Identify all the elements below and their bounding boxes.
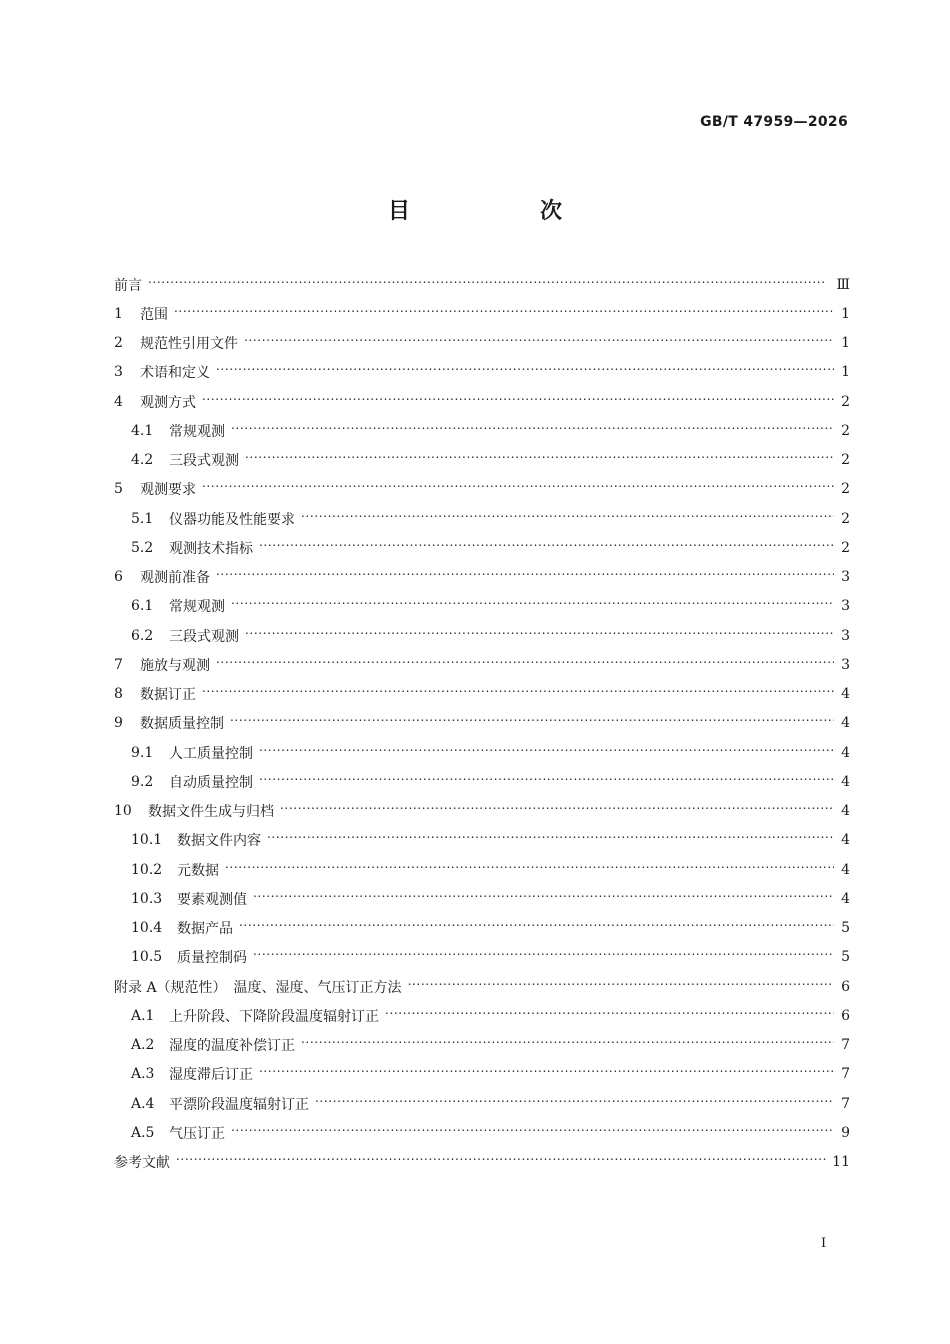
toc-entry-label: 上升阶段、下降阶段温度辐射订正 — [169, 1008, 379, 1025]
toc-leader-dots — [148, 278, 830, 292]
toc-entry-page: 3 — [841, 598, 850, 615]
toc-entry-number: A.3 — [131, 1066, 155, 1083]
toc-entry-page: 6 — [841, 978, 850, 995]
toc-leader-dots — [244, 336, 834, 350]
toc-entry-page: 9 — [841, 1124, 850, 1141]
toc-entry-label: 附录 A（规范性） 温度、湿度、气压订正方法 — [114, 979, 402, 996]
toc-entry-page: 7 — [841, 1037, 850, 1054]
toc-entry-number: 10 — [114, 803, 132, 820]
toc-entry-label: 常规观测 — [169, 423, 225, 440]
toc-entry-page: 2 — [841, 481, 850, 498]
toc-entry[interactable] — [114, 475, 850, 504]
toc-entry[interactable] — [114, 884, 850, 913]
toc-entry[interactable] — [114, 504, 850, 533]
toc-leader-dots — [216, 658, 834, 672]
toc-entry-label: 观测方式 — [140, 394, 196, 411]
page-title: 目 次 — [387, 199, 616, 224]
toc-entry-number: 10.3 — [131, 890, 163, 907]
toc-entry-page: 1 — [841, 305, 850, 322]
toc-entry-label: 人工质量控制 — [169, 745, 253, 762]
toc-leader-dots — [259, 775, 834, 789]
toc-entry[interactable] — [114, 914, 850, 943]
toc-entry[interactable] — [114, 563, 850, 592]
toc-entry-page: 1 — [841, 364, 850, 381]
toc-entry-page: 7 — [841, 1066, 850, 1083]
toc-leader-dots — [301, 1038, 834, 1052]
toc-entry-page: 4 — [841, 773, 850, 790]
toc-leader-dots — [231, 424, 834, 438]
toc-entry[interactable] — [114, 387, 850, 416]
toc-entry-number: 10.5 — [131, 949, 163, 966]
toc-entry-label: 数据文件生成与归档 — [148, 804, 274, 821]
toc-entry-label: 常规观测 — [169, 599, 225, 616]
toc-leader-dots — [245, 453, 834, 467]
toc-leader-dots — [408, 980, 834, 994]
toc-entry-label: 数据产品 — [177, 921, 233, 938]
toc-entry-label: 施放与观测 — [140, 657, 210, 674]
toc-entry-number: 10.2 — [131, 861, 163, 878]
toc-entry-number: 1 — [114, 305, 123, 322]
toc-entry-page: 2 — [841, 452, 850, 469]
toc-entry[interactable] — [114, 446, 850, 475]
toc-entry[interactable] — [114, 738, 850, 767]
toc-entry-page: Ⅲ — [836, 276, 850, 293]
toc-entry-number: 6.2 — [131, 627, 154, 644]
toc-leader-dots — [174, 307, 834, 321]
toc-entry-label: 观测技术指标 — [169, 540, 253, 557]
toc-entry[interactable] — [114, 592, 850, 621]
toc-entry-number: 8 — [114, 686, 123, 703]
toc-leader-dots — [259, 746, 834, 760]
toc-entry-label: 自动质量控制 — [169, 774, 253, 791]
toc-entry-label: 前言 — [114, 277, 142, 294]
toc-leader-dots — [245, 629, 834, 643]
toc-entry[interactable] — [114, 416, 850, 445]
toc-entry-page: 4 — [841, 715, 850, 732]
toc-entry-page: 2 — [841, 539, 850, 556]
toc-entry-number: 6 — [114, 569, 123, 586]
toc-entry-page: 6 — [841, 1007, 850, 1024]
toc-entry-page: 1 — [841, 335, 850, 352]
toc-entry-label: 观测要求 — [140, 482, 196, 499]
toc-entry[interactable] — [114, 1031, 850, 1060]
toc-entry-page: 4 — [841, 686, 850, 703]
toc-entry[interactable] — [114, 972, 850, 1001]
toc-leader-dots — [315, 1097, 834, 1111]
toc-entry[interactable] — [114, 621, 850, 650]
page-number: I — [821, 1236, 827, 1251]
toc-leader-dots — [259, 541, 834, 555]
toc-entry-number: 7 — [114, 656, 123, 673]
toc-entry-number: A.2 — [131, 1037, 155, 1054]
toc-entry-page: 3 — [841, 627, 850, 644]
toc-entry[interactable] — [114, 650, 850, 679]
toc-entry-number: 4 — [114, 393, 123, 410]
toc-leader-dots — [301, 512, 834, 526]
toc-entry-label: 数据质量控制 — [140, 716, 224, 733]
toc-entry-label: 平漂阶段温度辐射订正 — [169, 1096, 309, 1113]
toc-leader-dots — [253, 950, 834, 964]
toc-entry-label: 湿度滞后订正 — [169, 1067, 253, 1084]
toc-entry[interactable] — [114, 680, 850, 709]
toc-leader-dots — [280, 804, 834, 818]
toc-entry-page: 5 — [841, 949, 850, 966]
toc-entry-number: 10.1 — [131, 832, 163, 849]
toc-entry[interactable] — [114, 1148, 850, 1177]
toc-entry-page: 4 — [841, 832, 850, 849]
toc-entry-label: 数据订正 — [140, 687, 196, 704]
toc-entry[interactable] — [114, 767, 850, 796]
toc-entry-page: 4 — [841, 744, 850, 761]
toc-entry[interactable] — [114, 1118, 850, 1147]
toc-leader-dots — [267, 833, 834, 847]
toc-entry-number: 4.1 — [131, 422, 154, 439]
toc-entry-page: 7 — [841, 1095, 850, 1112]
toc-entry-label: 元数据 — [177, 862, 219, 879]
toc-entry-number: 9.2 — [131, 773, 154, 790]
toc-leader-dots — [202, 687, 834, 701]
table-of-contents — [114, 270, 850, 1177]
toc-entry-number: 9 — [114, 715, 123, 732]
toc-entry-number: 5.1 — [131, 510, 154, 527]
toc-entry-number: 10.4 — [131, 920, 163, 937]
toc-leader-dots — [202, 395, 834, 409]
toc-entry-page: 3 — [841, 656, 850, 673]
toc-entry-label: 参考文献 — [114, 1155, 170, 1172]
toc-entry-number: 5 — [114, 481, 123, 498]
toc-entry-label: 范围 — [140, 306, 168, 323]
toc-entry[interactable] — [114, 270, 850, 299]
toc-entry[interactable] — [114, 358, 850, 387]
toc-leader-dots — [230, 716, 834, 730]
toc-entry[interactable] — [114, 826, 850, 855]
toc-entry-label: 观测前准备 — [140, 570, 210, 587]
toc-entry[interactable] — [114, 709, 850, 738]
toc-entry-label: 三段式观测 — [169, 453, 239, 470]
toc-leader-dots — [239, 921, 834, 935]
toc-entry-label: 数据文件内容 — [177, 833, 261, 850]
toc-entry-page: 11 — [832, 1154, 850, 1171]
toc-entry[interactable] — [114, 943, 850, 972]
toc-entry[interactable] — [114, 299, 850, 328]
toc-entry-number: 2 — [114, 335, 123, 352]
toc-entry-page: 2 — [841, 510, 850, 527]
toc-entry[interactable] — [114, 329, 850, 358]
toc-entry-label: 规范性引用文件 — [140, 336, 238, 353]
toc-leader-dots — [231, 1126, 834, 1140]
toc-entry-label: 要素观测值 — [177, 891, 247, 908]
toc-leader-dots — [225, 863, 834, 877]
toc-leader-dots — [216, 570, 834, 584]
toc-entry-number: 3 — [114, 364, 123, 381]
toc-leader-dots — [231, 599, 834, 613]
toc-entry-number: 5.2 — [131, 539, 154, 556]
toc-leader-dots — [202, 482, 834, 496]
toc-entry-page: 3 — [841, 569, 850, 586]
toc-entry-page: 5 — [841, 920, 850, 937]
toc-entry[interactable] — [114, 855, 850, 884]
toc-entry-page: 4 — [841, 861, 850, 878]
toc-entry-number: 4.2 — [131, 452, 154, 469]
toc-entry-number: A.4 — [131, 1095, 155, 1112]
toc-entry-page: 2 — [841, 393, 850, 410]
toc-entry-label: 气压订正 — [169, 1125, 225, 1142]
toc-leader-dots — [253, 892, 834, 906]
toc-leader-dots — [259, 1067, 834, 1081]
toc-leader-dots — [176, 1155, 826, 1169]
toc-entry-number: 6.1 — [131, 598, 154, 615]
toc-entry[interactable] — [114, 1060, 850, 1089]
toc-entry[interactable] — [114, 1001, 850, 1030]
toc-entry-label: 质量控制码 — [177, 950, 247, 967]
toc-entry-number: A.5 — [131, 1124, 155, 1141]
toc-entry-number: 9.1 — [131, 744, 154, 761]
toc-entry-label: 湿度的温度补偿订正 — [169, 1038, 295, 1055]
toc-entry-page: 4 — [841, 803, 850, 820]
toc-entry-number: A.1 — [131, 1007, 155, 1024]
toc-entry-page: 2 — [841, 422, 850, 439]
toc-entry[interactable] — [114, 797, 850, 826]
toc-entry-label: 术语和定义 — [140, 365, 210, 382]
toc-entry-label: 三段式观测 — [169, 628, 239, 645]
toc-leader-dots — [385, 1009, 834, 1023]
toc-entry-page: 4 — [841, 890, 850, 907]
toc-entry[interactable] — [114, 1089, 850, 1118]
toc-entry[interactable] — [114, 533, 850, 562]
toc-leader-dots — [216, 365, 834, 379]
document-code: GB/T 47959—2026 — [700, 114, 848, 130]
toc-entry-label: 仪器功能及性能要求 — [169, 511, 295, 528]
